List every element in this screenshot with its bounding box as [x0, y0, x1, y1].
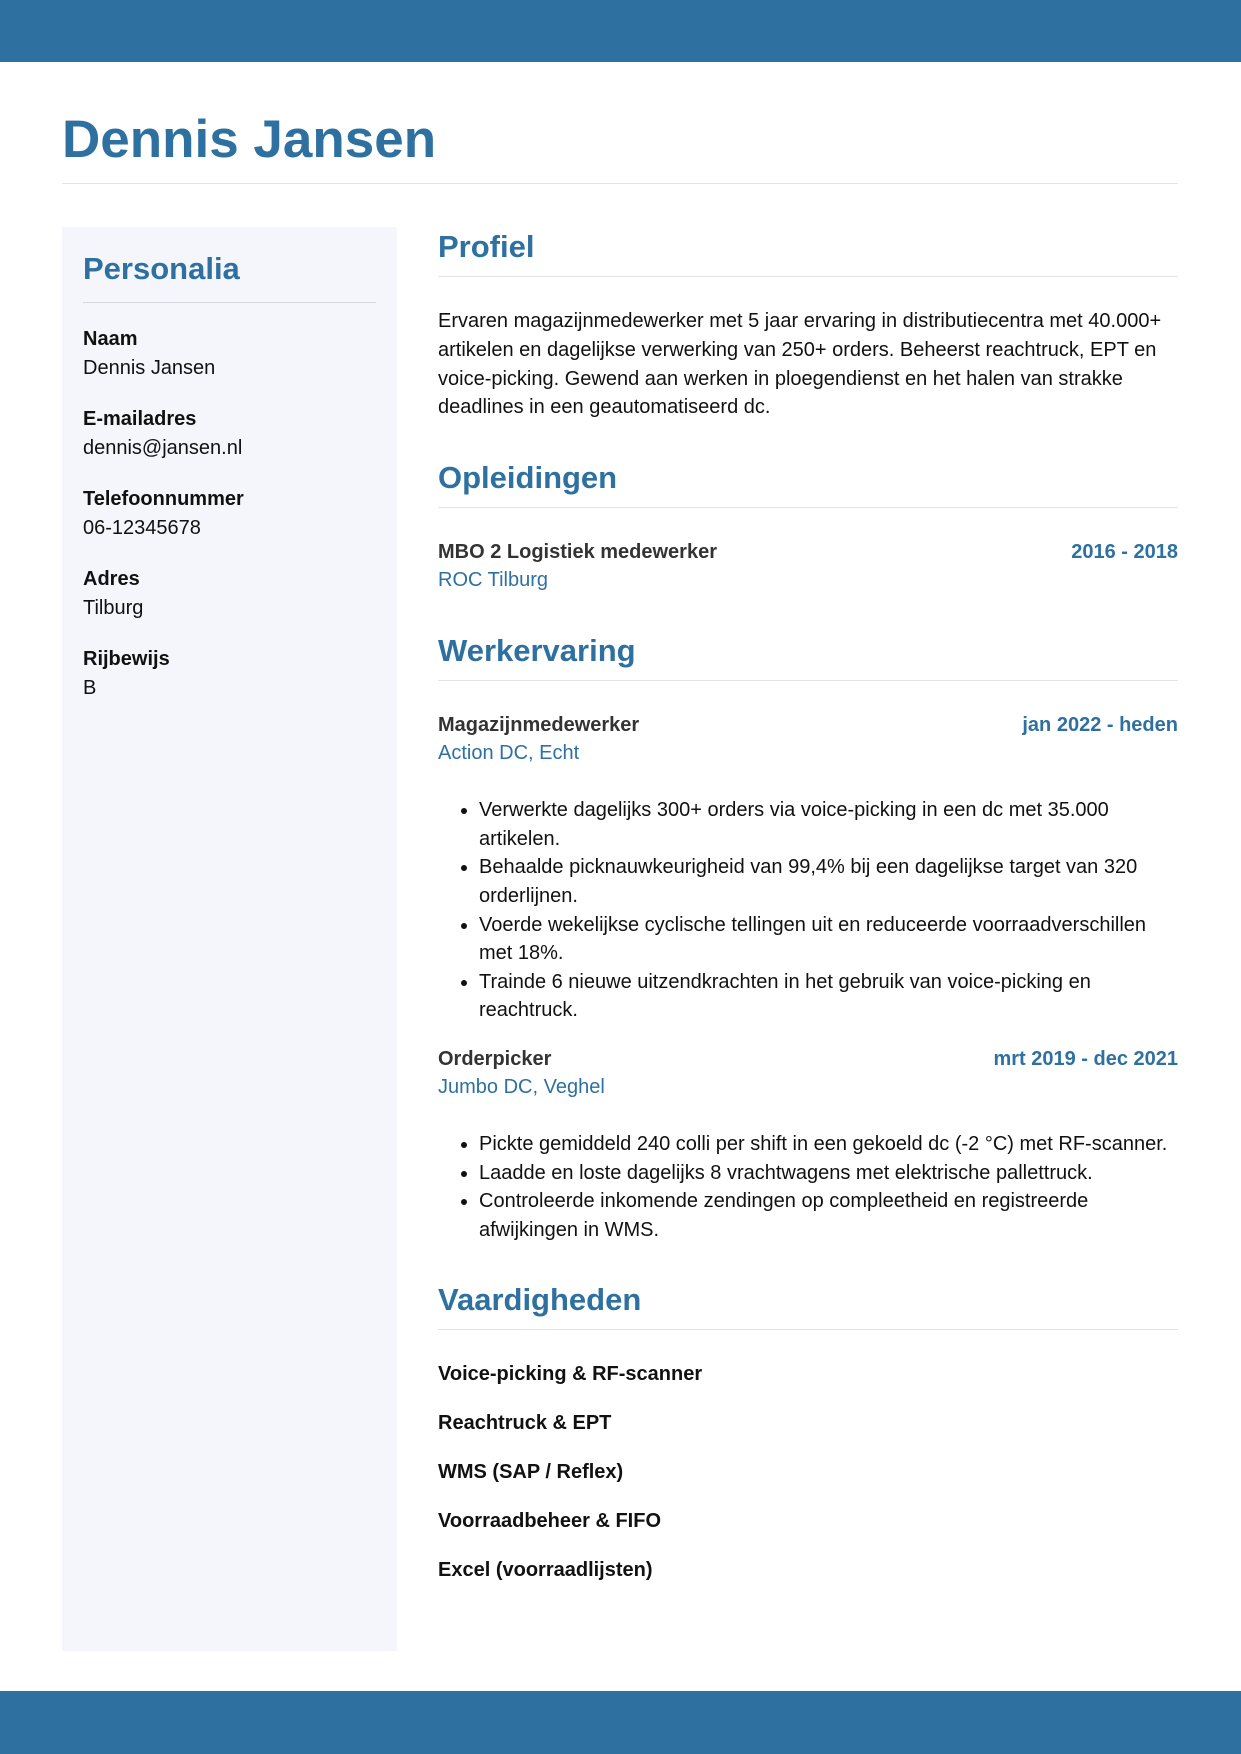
achievement-item: • Trainde 6 nieuwe uitzendkrachten in het gebruik van voice-picking en reachtruck.: [479, 968, 1178, 1025]
achievement-item: • Voerde wekelijkse cyclische tellingen uit en reduceerde voorraadverschillen met 18%.: [479, 911, 1178, 968]
page-title: Dennis Jansen: [62, 110, 437, 169]
achievement-item: • Behaalde picknauwkeurigheid van 99,4% bij een dagelijkse target van 320 orderlijnen.: [479, 853, 1178, 910]
field-telefoon: [83, 485, 376, 543]
field-email: [83, 405, 376, 463]
entry-header: [438, 538, 1178, 566]
achievement-item: • Pickte gemiddeld 240 colli per shift in een gekoeld dc (-2 °C) met RF-scanner.: [479, 1130, 1178, 1159]
entry-title: MBO 2 Logistiek medewerker: [438, 541, 717, 564]
section-divider: [438, 1329, 1178, 1330]
field-label: Rijbewijs: [83, 648, 170, 670]
skill-item: WMS (SAP / Reflex): [438, 1461, 624, 1484]
sidebar-divider: [83, 302, 376, 303]
field-value: B: [83, 677, 97, 699]
section-divider: [438, 507, 1178, 508]
field-naam: [83, 325, 376, 383]
profile-text: Ervaren magazijnmedewerker met 5 jaar ervaring in distributiecentra met 40.000+ artikelen en dagelijkse verwerking van 250+ orders. Beheerst reachtruck, EPT en voice-picking. Gewend aan werken in ploegendienst en het halen van strakke deadlines in een geautomatiseerd dc.: [438, 310, 1162, 419]
achievement-item: • Verwerkte dagelijks 300+ orders via voice-picking in een dc met 35.000 artikelen.: [479, 796, 1178, 853]
entry-organization: Jumbo DC, Veghel: [438, 1075, 605, 1098]
entry-date: jan 2022 - heden: [1022, 714, 1178, 737]
skill-item: Voice-picking & RF-scanner: [438, 1363, 703, 1386]
sidebar-title: Personalia: [83, 251, 240, 286]
field-adres: [83, 565, 376, 623]
section-title: Werkervaring: [438, 633, 636, 669]
entry-date: mrt 2019 - dec 2021: [993, 1047, 1178, 1070]
entry-header: [438, 1045, 1178, 1073]
section-title: Profiel: [438, 229, 535, 264]
entry-header: [438, 711, 1178, 739]
profile-section: [438, 221, 1178, 422]
skill-item: Reachtruck & EPT: [438, 1412, 612, 1435]
entry-title: Magazijnmedewerker: [438, 714, 640, 737]
field-value: Dennis Jansen: [83, 357, 216, 379]
field-label: Telefoonnummer: [83, 488, 244, 510]
skills-section: [438, 1274, 1178, 1584]
achievement-list: [438, 796, 1178, 1025]
experience-section: [438, 625, 1178, 1244]
experience-entry: [438, 1045, 1178, 1244]
achievement-item: • Controleerde inkomende zendingen op compleetheid en registreerde afwijkingen in WMS.: [479, 1187, 1178, 1244]
section-title: Opleidingen: [438, 460, 618, 496]
field-value: dennis@jansen.nl: [83, 437, 243, 459]
entry-title: Orderpicker: [438, 1047, 552, 1070]
section-divider: [438, 276, 1178, 277]
section-divider: [438, 680, 1178, 681]
education-section: [438, 452, 1178, 595]
skill-item: Voorraadbeheer & FIFO: [438, 1510, 662, 1533]
field-value: Tilburg: [83, 597, 144, 619]
field-label: E-mailadres: [83, 408, 197, 430]
header-bar: [0, 0, 1241, 62]
education-entry: [438, 538, 1178, 595]
field-value: 06-12345678: [83, 517, 201, 539]
field-label: Naam: [83, 328, 138, 350]
entry-date: 2016 - 2018: [1071, 541, 1178, 564]
field-rijbewijs: [83, 645, 376, 703]
title-divider: [62, 183, 1178, 184]
footer-bar: [0, 1691, 1241, 1754]
skill-item: Excel (voorraadlijsten): [438, 1559, 653, 1582]
main-content: [438, 221, 1178, 1614]
achievement-list: [438, 1130, 1178, 1244]
entry-organization: Action DC, Echt: [438, 742, 580, 765]
experience-entry: [438, 711, 1178, 1025]
entry-organization: ROC Tilburg: [438, 569, 549, 592]
section-title: Vaardigheden: [438, 1282, 642, 1318]
field-label: Adres: [83, 568, 140, 590]
personalia-sidebar: [62, 227, 397, 1651]
achievement-item: • Laadde en loste dagelijks 8 vrachtwagens met elektrische pallettruck.: [479, 1159, 1178, 1188]
